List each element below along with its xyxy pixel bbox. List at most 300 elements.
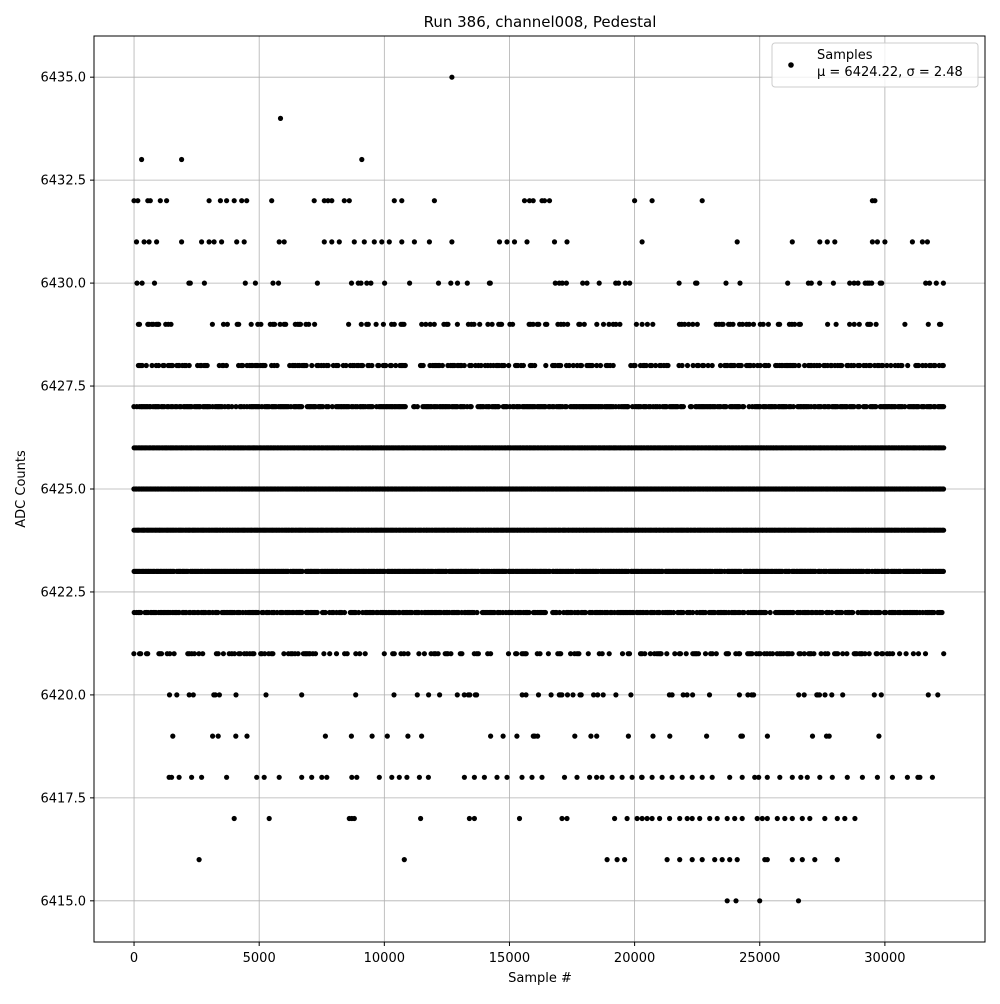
data-point xyxy=(685,816,690,821)
data-point xyxy=(941,404,946,409)
data-point xyxy=(927,281,932,286)
data-point xyxy=(817,775,822,780)
data-point xyxy=(938,322,943,327)
data-point xyxy=(857,322,862,327)
data-point xyxy=(402,857,407,862)
data-point xyxy=(334,651,339,656)
data-point xyxy=(497,239,502,244)
data-point xyxy=(312,198,317,203)
data-point xyxy=(369,363,374,368)
data-point xyxy=(640,239,645,244)
data-point xyxy=(449,75,454,80)
data-point xyxy=(594,734,599,739)
data-point xyxy=(436,651,441,656)
data-point xyxy=(277,239,282,244)
data-point xyxy=(798,322,803,327)
data-point xyxy=(875,239,880,244)
data-point xyxy=(262,775,267,780)
data-point xyxy=(179,239,184,244)
data-point xyxy=(296,651,301,656)
data-point xyxy=(352,239,357,244)
data-point xyxy=(681,404,686,409)
data-point xyxy=(282,239,287,244)
data-point xyxy=(514,651,519,656)
data-point xyxy=(542,198,547,203)
data-point xyxy=(941,363,946,368)
y-tick-label: 6417.5 xyxy=(40,791,86,807)
data-point xyxy=(437,692,442,697)
data-point xyxy=(840,692,845,697)
data-point xyxy=(455,322,460,327)
data-point xyxy=(377,775,382,780)
data-point xyxy=(174,692,179,697)
data-point xyxy=(399,198,404,203)
data-point xyxy=(626,734,631,739)
data-point xyxy=(471,322,476,327)
data-point xyxy=(766,322,771,327)
data-point xyxy=(267,816,272,821)
data-point xyxy=(426,692,431,697)
data-point xyxy=(926,322,931,327)
data-point xyxy=(639,775,644,780)
data-point xyxy=(941,445,946,450)
data-point xyxy=(770,651,775,656)
data-point xyxy=(309,775,314,780)
data-point xyxy=(276,281,281,286)
data-point xyxy=(721,322,726,327)
data-point xyxy=(524,239,529,244)
data-point xyxy=(565,692,570,697)
data-point xyxy=(822,816,827,821)
data-point xyxy=(645,322,650,327)
data-point xyxy=(807,816,812,821)
data-point xyxy=(225,322,230,327)
data-point xyxy=(436,281,441,286)
data-point xyxy=(777,775,782,780)
data-point xyxy=(732,816,737,821)
data-point xyxy=(844,651,849,656)
data-point xyxy=(825,322,830,327)
data-point xyxy=(707,692,712,697)
data-point xyxy=(496,404,501,409)
data-point xyxy=(179,157,184,162)
data-point xyxy=(817,281,822,286)
data-point xyxy=(822,692,827,697)
data-point xyxy=(605,857,610,862)
data-point xyxy=(880,651,885,656)
data-point xyxy=(219,239,224,244)
data-point xyxy=(790,239,795,244)
data-point xyxy=(239,198,244,203)
x-tick-label: 10000 xyxy=(363,951,406,966)
x-tick-label: 0 xyxy=(129,951,139,966)
data-point xyxy=(189,775,194,780)
data-point xyxy=(730,322,735,327)
data-point xyxy=(703,651,708,656)
data-point xyxy=(251,651,256,656)
data-point xyxy=(597,281,602,286)
data-point xyxy=(710,775,715,780)
data-point xyxy=(915,775,920,780)
data-point xyxy=(735,857,740,862)
data-point xyxy=(207,198,212,203)
data-point xyxy=(579,692,584,697)
data-point xyxy=(775,816,780,821)
data-point xyxy=(323,734,328,739)
data-point xyxy=(418,816,423,821)
data-point xyxy=(852,816,857,821)
data-point xyxy=(432,198,437,203)
data-point xyxy=(537,651,542,656)
data-point xyxy=(506,651,511,656)
data-point xyxy=(399,239,404,244)
data-point xyxy=(188,281,193,286)
data-point xyxy=(733,898,738,903)
data-point xyxy=(306,322,311,327)
data-point xyxy=(845,775,850,780)
data-point xyxy=(199,775,204,780)
data-point xyxy=(714,651,719,656)
data-point xyxy=(521,363,526,368)
data-point xyxy=(312,322,317,327)
data-point xyxy=(232,198,237,203)
data-point xyxy=(802,692,807,697)
data-point xyxy=(502,363,507,368)
data-point xyxy=(504,775,509,780)
data-point xyxy=(482,775,487,780)
data-point xyxy=(680,363,685,368)
data-point xyxy=(522,198,527,203)
data-point xyxy=(224,198,229,203)
data-point xyxy=(412,239,417,244)
data-point xyxy=(192,651,197,656)
data-point xyxy=(374,322,379,327)
data-point xyxy=(535,734,540,739)
data-point xyxy=(544,322,549,327)
data-point xyxy=(519,775,524,780)
data-point xyxy=(337,239,342,244)
data-point xyxy=(448,281,453,286)
data-point xyxy=(777,322,782,327)
data-point xyxy=(299,404,304,409)
data-point xyxy=(465,281,470,286)
data-point xyxy=(720,857,725,862)
data-point xyxy=(514,734,519,739)
legend xyxy=(772,43,978,87)
data-point xyxy=(158,198,163,203)
data-point xyxy=(874,322,879,327)
data-point xyxy=(272,322,277,327)
data-point xyxy=(766,363,771,368)
data-point xyxy=(574,775,579,780)
data-point xyxy=(224,775,229,780)
data-point xyxy=(270,651,275,656)
data-point xyxy=(600,775,605,780)
data-point xyxy=(383,363,388,368)
data-point xyxy=(488,281,493,286)
data-point xyxy=(868,322,873,327)
data-point xyxy=(212,239,217,244)
y-tick-label: 6415.0 xyxy=(40,894,86,910)
data-point xyxy=(263,692,268,697)
x-tick-label: 5000 xyxy=(242,951,276,966)
data-point xyxy=(790,651,795,656)
data-point xyxy=(512,239,517,244)
data-point xyxy=(210,322,215,327)
data-point xyxy=(504,239,509,244)
data-point xyxy=(650,816,655,821)
data-point xyxy=(935,692,940,697)
data-point xyxy=(558,363,563,368)
data-point xyxy=(700,198,705,203)
y-axis-label: ADC Counts xyxy=(14,450,29,528)
data-point xyxy=(200,651,205,656)
y-tick-label: 6435.0 xyxy=(40,70,86,86)
data-point xyxy=(790,775,795,780)
data-point xyxy=(531,198,536,203)
data-point xyxy=(144,363,149,368)
data-point xyxy=(532,363,537,368)
data-point xyxy=(796,363,801,368)
data-point xyxy=(633,363,638,368)
data-point xyxy=(562,775,567,780)
data-point xyxy=(768,610,773,615)
data-point xyxy=(359,157,364,162)
data-point xyxy=(474,692,479,697)
data-point xyxy=(817,239,822,244)
data-point xyxy=(422,651,427,656)
legend-stats: μ = 6424.22, σ = 2.48 xyxy=(817,65,963,80)
data-point xyxy=(782,816,787,821)
data-point xyxy=(353,692,358,697)
y-tick-label: 6422.5 xyxy=(40,585,86,601)
data-point xyxy=(700,857,705,862)
data-point xyxy=(366,322,371,327)
data-point xyxy=(216,651,221,656)
data-point xyxy=(244,734,249,739)
data-point xyxy=(760,816,765,821)
data-point xyxy=(634,322,639,327)
data-point xyxy=(835,816,840,821)
data-point xyxy=(299,692,304,697)
data-point xyxy=(598,363,603,368)
data-point xyxy=(594,322,599,327)
data-point xyxy=(941,486,946,491)
data-point xyxy=(588,734,593,739)
data-point xyxy=(326,363,331,368)
data-point xyxy=(218,198,223,203)
data-point xyxy=(372,239,377,244)
data-point xyxy=(677,816,682,821)
data-point xyxy=(170,734,175,739)
data-point xyxy=(558,651,563,656)
data-point xyxy=(135,198,140,203)
data-point xyxy=(445,322,450,327)
data-point xyxy=(842,816,847,821)
data-point xyxy=(765,734,770,739)
data-point xyxy=(790,816,795,821)
data-point xyxy=(902,322,907,327)
data-point xyxy=(401,322,406,327)
data-point xyxy=(740,775,745,780)
data-point xyxy=(595,692,600,697)
data-point xyxy=(640,322,645,327)
data-point xyxy=(882,239,887,244)
data-point xyxy=(796,898,801,903)
data-point xyxy=(379,239,384,244)
data-point xyxy=(359,322,364,327)
data-point xyxy=(690,816,695,821)
data-point xyxy=(890,651,895,656)
data-point xyxy=(725,816,730,821)
data-point xyxy=(697,816,702,821)
data-point xyxy=(313,651,318,656)
y-tick-label: 6420.0 xyxy=(40,688,86,704)
data-point xyxy=(349,281,354,286)
data-point xyxy=(167,692,172,697)
data-point xyxy=(607,651,612,656)
data-point xyxy=(488,734,493,739)
data-point xyxy=(761,322,766,327)
data-point xyxy=(737,651,742,656)
data-point xyxy=(382,651,387,656)
data-point xyxy=(494,775,499,780)
data-point xyxy=(627,651,632,656)
data-point xyxy=(432,322,437,327)
data-point xyxy=(164,198,169,203)
data-point xyxy=(137,322,142,327)
data-point xyxy=(632,198,637,203)
chart-title: Run 386, channel008, Pedestal xyxy=(423,13,657,31)
data-point xyxy=(739,363,744,368)
data-point xyxy=(552,239,557,244)
data-point xyxy=(800,816,805,821)
data-point xyxy=(202,281,207,286)
data-point xyxy=(670,775,675,780)
data-point xyxy=(941,281,946,286)
data-point xyxy=(667,816,672,821)
data-point xyxy=(796,692,801,697)
data-point xyxy=(315,281,320,286)
data-point xyxy=(831,281,836,286)
data-point xyxy=(751,322,756,327)
data-point xyxy=(543,610,548,615)
data-point xyxy=(645,816,650,821)
data-point xyxy=(510,322,515,327)
data-point xyxy=(233,734,238,739)
data-point xyxy=(611,363,616,368)
data-point xyxy=(751,692,756,697)
data-point xyxy=(890,775,895,780)
data-point xyxy=(925,239,930,244)
data-point xyxy=(707,816,712,821)
data-point xyxy=(449,239,454,244)
data-point xyxy=(665,857,670,862)
data-point xyxy=(904,651,909,656)
data-point xyxy=(415,404,420,409)
data-point xyxy=(923,651,928,656)
data-point xyxy=(785,281,790,286)
data-point xyxy=(564,239,569,244)
data-point xyxy=(565,322,570,327)
data-point xyxy=(628,692,633,697)
data-point xyxy=(635,816,640,821)
data-point xyxy=(477,322,482,327)
data-point xyxy=(586,651,591,656)
data-point xyxy=(392,651,397,656)
data-point xyxy=(812,857,817,862)
data-point xyxy=(660,775,665,780)
data-point xyxy=(852,322,857,327)
data-point xyxy=(570,692,575,697)
legend-marker xyxy=(788,62,794,68)
data-point xyxy=(368,281,373,286)
data-point xyxy=(756,775,761,780)
data-point xyxy=(829,692,834,697)
data-point xyxy=(696,651,701,656)
data-point xyxy=(455,692,460,697)
legend-series-name: Samples xyxy=(817,48,873,63)
data-point xyxy=(941,528,946,533)
data-point xyxy=(839,363,844,368)
data-point xyxy=(869,281,874,286)
data-point xyxy=(934,281,939,286)
data-point xyxy=(615,857,620,862)
data-point xyxy=(329,198,334,203)
data-point xyxy=(763,610,768,615)
y-tick-label: 6425.0 xyxy=(40,482,86,498)
data-point xyxy=(142,239,147,244)
data-point xyxy=(152,281,157,286)
data-point xyxy=(281,651,286,656)
data-point xyxy=(564,816,569,821)
data-point xyxy=(690,692,695,697)
data-point xyxy=(389,775,394,780)
data-point xyxy=(941,569,946,574)
data-point xyxy=(221,651,226,656)
data-point xyxy=(315,610,320,615)
data-point xyxy=(524,651,529,656)
data-point xyxy=(870,239,875,244)
data-point xyxy=(740,816,745,821)
data-point xyxy=(723,281,728,286)
data-point xyxy=(427,239,432,244)
data-point xyxy=(672,651,677,656)
data-point xyxy=(740,734,745,739)
data-point xyxy=(700,775,705,780)
data-point xyxy=(715,816,720,821)
data-point xyxy=(847,322,852,327)
data-point xyxy=(872,198,877,203)
data-point xyxy=(476,651,481,656)
data-point xyxy=(421,363,426,368)
data-point xyxy=(659,651,664,656)
data-point xyxy=(790,857,795,862)
data-point xyxy=(275,363,280,368)
data-point xyxy=(249,322,254,327)
data-point xyxy=(564,281,569,286)
data-point xyxy=(910,239,915,244)
data-point xyxy=(138,651,143,656)
data-point xyxy=(416,651,421,656)
data-point xyxy=(147,239,152,244)
data-point xyxy=(517,816,522,821)
data-point xyxy=(319,775,324,780)
data-point xyxy=(140,281,145,286)
data-point xyxy=(197,857,202,862)
data-point xyxy=(690,322,695,327)
data-point xyxy=(349,775,354,780)
